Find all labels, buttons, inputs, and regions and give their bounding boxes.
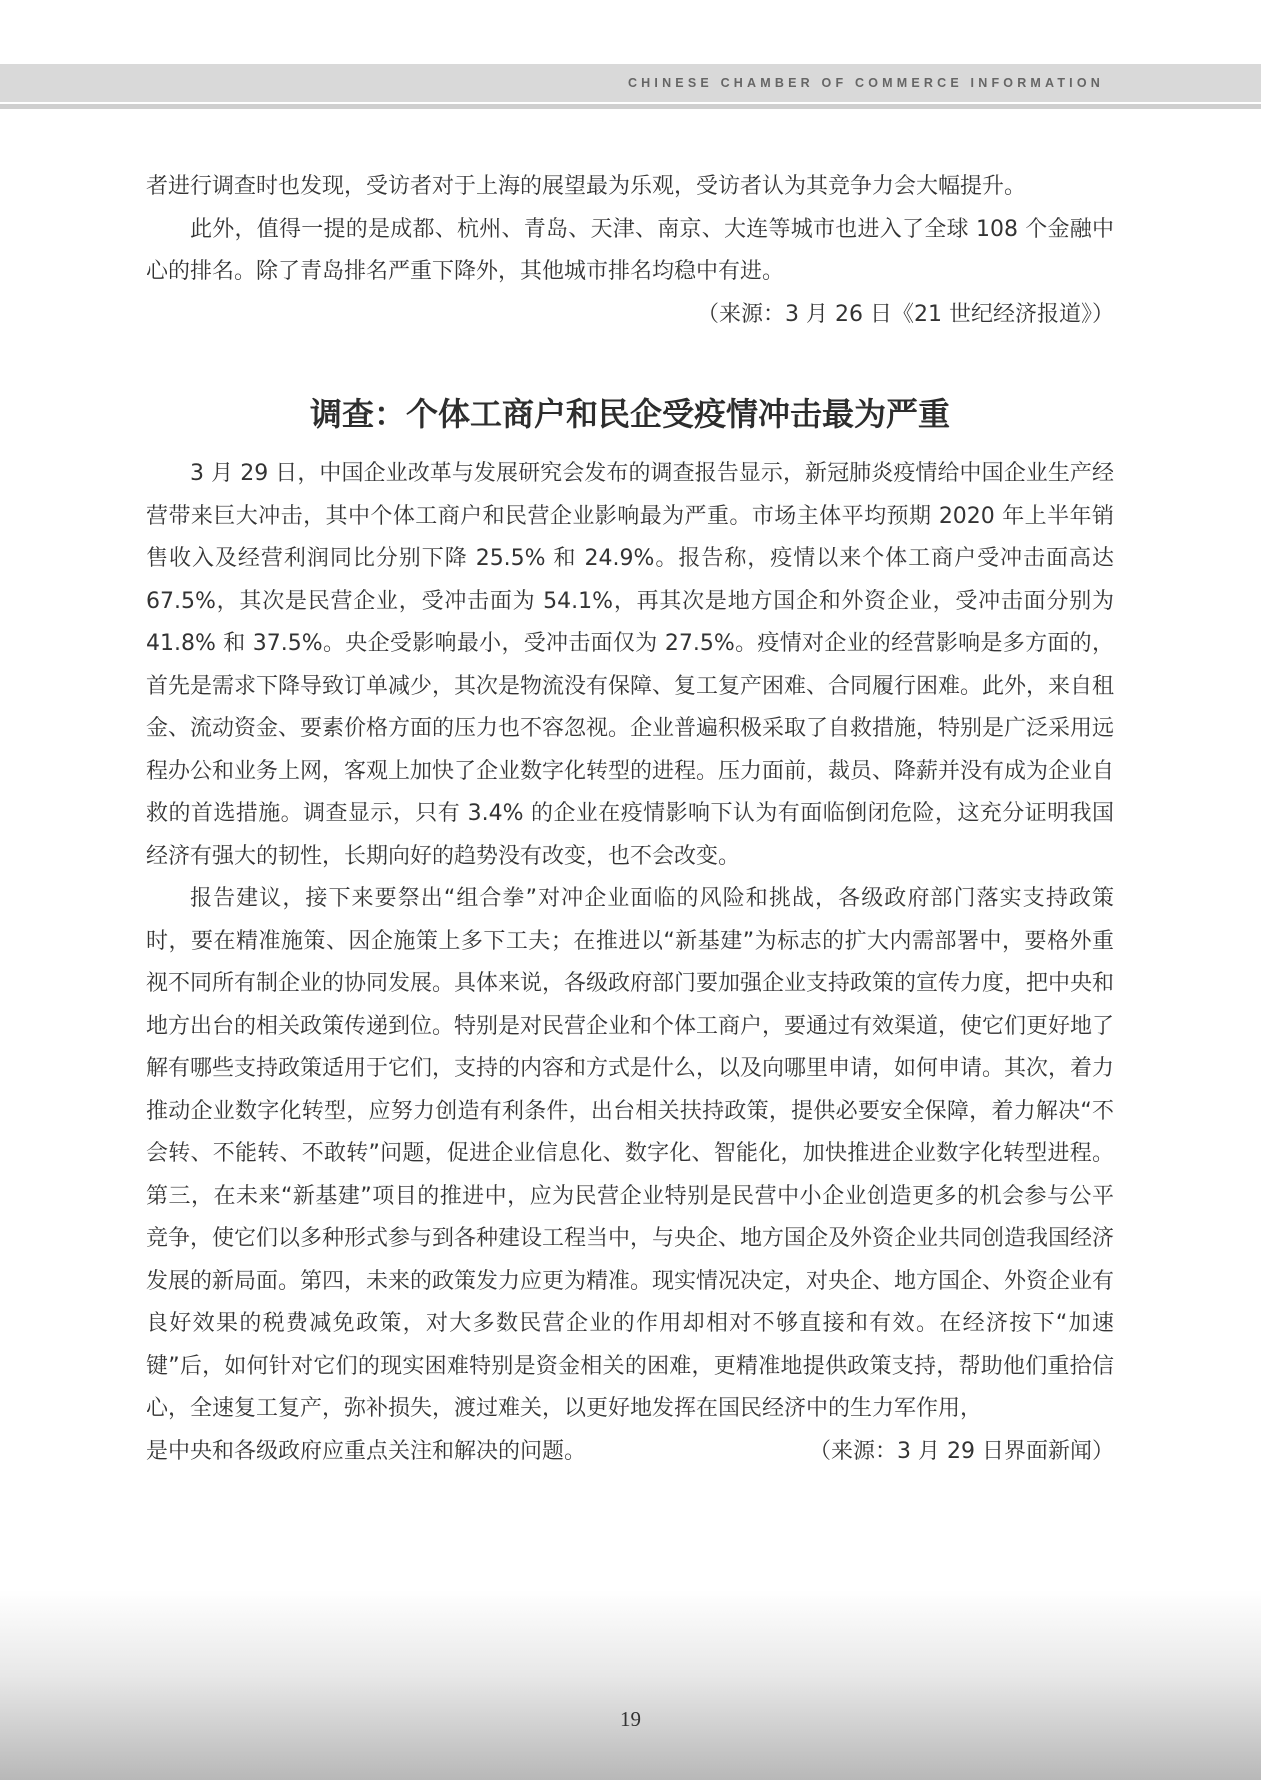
article1-source: （来源：3 月 26 日《21 世纪经济报道》） (697, 301, 1114, 327)
page-number: 19 (620, 1707, 641, 1731)
article2-title: 调查：个体工商户和民企受疫情冲击最为严重 (309, 395, 950, 433)
running-header: CHINESE CHAMBER OF COMMERCE INFORMATION (627, 76, 1104, 90)
page-content (146, 166, 1114, 1473)
article2-source: （来源：3 月 29 日界面新闻） (809, 1438, 1114, 1464)
article2-last-sentence: 是中央和各级政府应重点关注和解决的问题。 (146, 1438, 587, 1464)
article2-paragraph-1: 3 月 29 日，中国企业改革与发展研究会发布的调查报告显示，新冠肺炎疫情给中国企业生产经营带来巨大冲击，其中个体工商户和民营企业影响最为严重。市场主体平均预期 2020 年上半年销售收入及经营利润同比分别下降 25.5% 和 24.9%。报告称，疫情以来个体工商户受冲击面高达 67.5%，其次是民营企业，受冲击面为 54.1%，再其次是地方国企和外资企业，受冲击面分别为 41.8% 和 37.5%。央企受影响最小，受冲击面仅为 27.5%。疫情对企业的经营影响是多方面的，首先是需求下降导致订单减少，其次是物流没有保障、复工复产困难、合同履行困难。此外，来自租金、流动资金、要素价格方面的压力也不容忽视。企业普遍积极采取了自救措施，特别是广泛采用远程办公和业务上网，客观上加快了企业数字化转型的进程。压力面前，裁员、降薪并没有成为企业自救的首选措施。调查显示，只有 3.4% 的企业在疫情影响下认为有面临倒闭危险，这充分证明我国经济有强大的韧性，长期向好的趋势没有改变，也不会改变。 (146, 461, 1115, 869)
article1-continuation: 者进行调查时也发现，受访者对于上海的展望最为乐观，受访者认为其竞争力会大幅提升。 (146, 174, 1027, 199)
header-rule (0, 104, 1261, 109)
article2-paragraph-2: 报告建议，接下来要祭出“组合拳”对冲企业面临的风险和挑战，各级政府部门落实支持政策时，要在精准施策、因企施策上多下工夫；在推进以“新基建”为标志的扩大内需部署中，要格外重视不同所有制企业的协同发展。具体来说，各级政府部门要加强企业支持政策的宣传力度，把中央和地方出台的相关政策传递到位。特别是对民营企业和个体工商户，要通过有效渠道，使它们更好地了解有哪些支持政策适用于它们，支持的内容和方式是什么，以及向哪里申请，如何申请。其次，着力推动企业数字化转型，应努力创造有利条件，出台相关扶持政策，提供必要安全保障，着力解决“不会转、不能转、不敢转”问题，促进企业信息化、数字化、智能化，加快推进企业数字化转型进程。第三，在未来“新基建”项目的推进中，应为民营企业特别是民营中小企业创造更多的机会参与公平竞争，使它们以多种形式参与到各种建设工程当中，与央企、地方国企及外资企业共同创造我国经济发展的新局面。第四，未来的政策发力应更为精准。现实情况决定，对央企、地方国企、外资企业有良好效果的税费减免政策，对大多数民营企业的作用却相对不够直接和有效。在经济按下“加速键”后，如何针对它们的现实困难特别是资金相关的困难，更精准地提供政策支持，帮助他们重拾信心，全速复工复产，弥补损失，渡过难关，以更好地发挥在国民经济中的生力军作用， (146, 886, 1115, 1421)
article2-closing-line (146, 1431, 1114, 1474)
footer-band (0, 1590, 1261, 1780)
article1-paragraph: 此外，值得一提的是成都、杭州、青岛、天津、南京、大连等城市也进入了全球 108 个金融中心的排名。除了青岛排名严重下降外，其他城市排名均稳中有进。 (146, 216, 1114, 284)
